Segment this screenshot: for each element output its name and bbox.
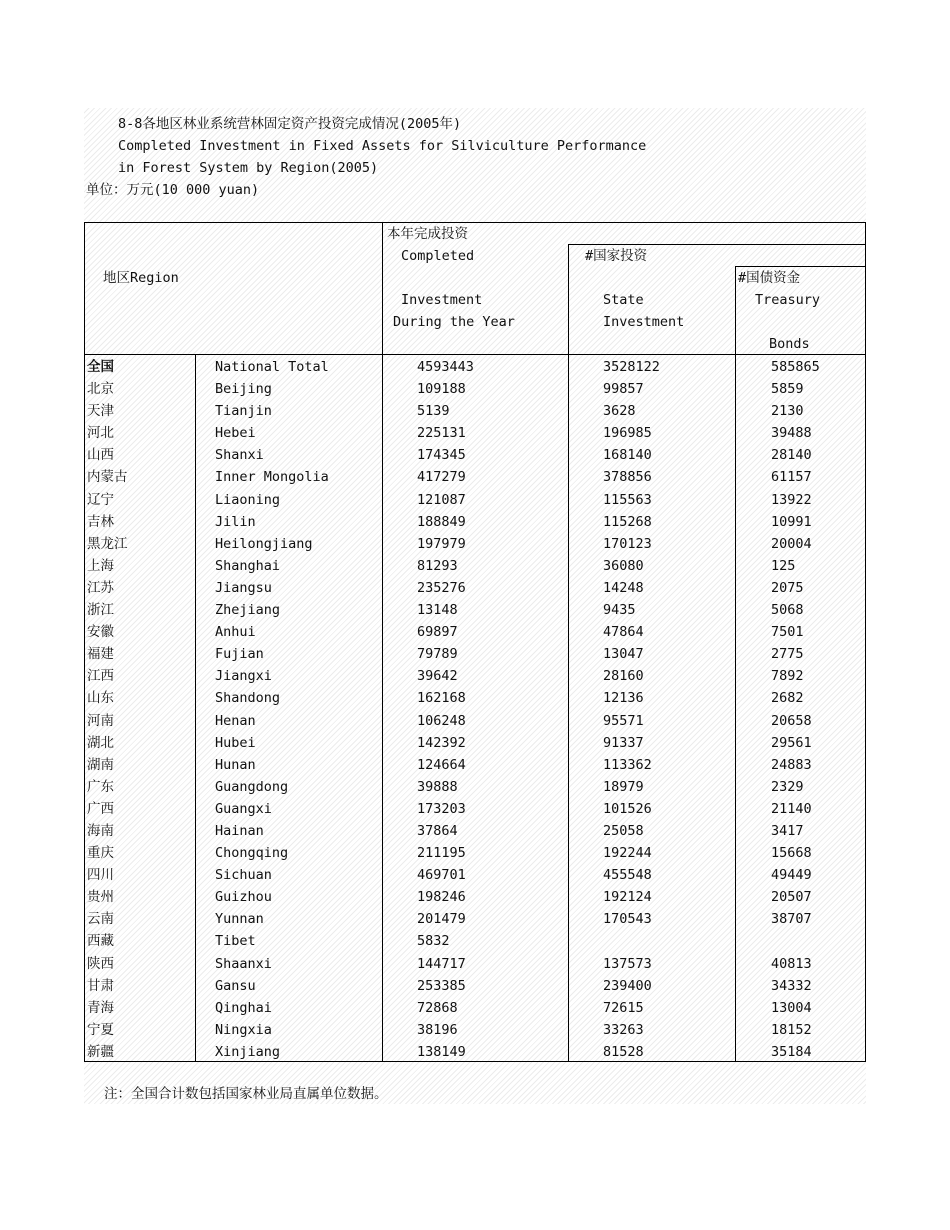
- region-en: Jilin: [215, 513, 256, 530]
- region-en: Jiangxi: [215, 668, 272, 685]
- completed-value: 188849: [417, 513, 466, 530]
- table-row: [85, 489, 865, 511]
- region-cn: 湖南: [87, 756, 114, 773]
- region-cn: 宁夏: [87, 1021, 114, 1038]
- state-value: 91337: [603, 734, 644, 751]
- completed-value: 4593443: [417, 359, 474, 375]
- region-en: Ningxia: [215, 1021, 272, 1038]
- region-cn: 江西: [87, 668, 114, 685]
- bonds-value: 38707: [771, 911, 812, 928]
- title-line-en-1: Completed Investment in Fixed Assets for Silviculture Performance: [118, 138, 647, 154]
- state-value: 9435: [603, 602, 636, 619]
- table-row: [85, 466, 865, 488]
- header-state-en-2: Investment: [603, 314, 685, 330]
- region-en: Hubei: [215, 734, 256, 751]
- region-cn: 浙江: [87, 602, 114, 619]
- table-row: [85, 378, 865, 400]
- bonds-value: 20004: [771, 535, 812, 552]
- bonds-value: 24883: [771, 756, 812, 773]
- region-en: Hebei: [215, 425, 256, 442]
- region-en: Fujian: [215, 646, 264, 663]
- header-region: 地区Region: [103, 270, 179, 286]
- bonds-value: 15668: [771, 845, 812, 862]
- bonds-value: 585865: [771, 359, 820, 375]
- completed-value: 72868: [417, 999, 458, 1016]
- table-row: [85, 930, 865, 952]
- bonds-value: 7501: [771, 624, 804, 641]
- completed-value: 124664: [417, 756, 466, 773]
- bonds-value: 20658: [771, 712, 812, 729]
- region-cn: 新疆: [87, 1043, 114, 1060]
- completed-value: 253385: [417, 977, 466, 994]
- completed-value: 38196: [417, 1021, 458, 1038]
- state-value: 455548: [603, 867, 652, 884]
- table-row: [85, 621, 865, 643]
- state-value: 137573: [603, 955, 652, 972]
- region-cn: 天津: [87, 403, 114, 420]
- table-row: [85, 776, 865, 798]
- table-row: [85, 864, 865, 886]
- region-en: Tibet: [215, 933, 256, 950]
- region-cn: 山东: [87, 690, 114, 707]
- region-en: Jiangsu: [215, 579, 272, 596]
- completed-value: 225131: [417, 425, 466, 442]
- state-value: 47864: [603, 624, 644, 641]
- state-value: 170123: [603, 535, 652, 552]
- header-state-en-1: State: [603, 292, 644, 308]
- table-title: [118, 113, 646, 179]
- completed-value: 106248: [417, 712, 466, 729]
- completed-value: 138149: [417, 1043, 466, 1060]
- bonds-value: 2075: [771, 579, 804, 596]
- table-row: [85, 665, 865, 687]
- table-row: [85, 555, 865, 577]
- completed-value: 197979: [417, 535, 466, 552]
- table-row: [85, 710, 865, 732]
- bonds-value: 5068: [771, 602, 804, 619]
- state-value: 192124: [603, 889, 652, 906]
- region-en: Guangdong: [215, 778, 289, 795]
- bonds-value: 125: [771, 557, 796, 574]
- state-value: 192244: [603, 845, 652, 862]
- region-en: Sichuan: [215, 867, 272, 884]
- bonds-value: 10991: [771, 513, 812, 530]
- region-en: Qinghai: [215, 999, 272, 1016]
- table-row: [85, 997, 865, 1019]
- region-cn: 全国: [87, 359, 114, 375]
- region-en: Shandong: [215, 690, 281, 707]
- region-cn: 云南: [87, 911, 114, 928]
- completed-value: 39888: [417, 778, 458, 795]
- table-row: [85, 533, 865, 555]
- bonds-value: 2329: [771, 778, 804, 795]
- table-row: [85, 643, 865, 665]
- region-cn: 青海: [87, 999, 114, 1016]
- state-value: 168140: [603, 447, 652, 464]
- region-cn: 甘肃: [87, 977, 114, 994]
- region-cn: 吉林: [87, 513, 114, 530]
- bonds-value: 35184: [771, 1043, 812, 1060]
- region-cn: 广东: [87, 778, 114, 795]
- investment-table: [84, 222, 866, 1062]
- table-row: [85, 511, 865, 533]
- region-cn: 广西: [87, 800, 114, 817]
- state-value: 239400: [603, 977, 652, 994]
- region-en: Yunnan: [215, 911, 264, 928]
- title-line-en-2: in Forest System by Region(2005): [118, 160, 379, 176]
- completed-value: 201479: [417, 911, 466, 928]
- region-en: Beijing: [215, 381, 272, 398]
- region-en: Liaoning: [215, 491, 281, 508]
- completed-value: 5139: [417, 403, 450, 420]
- bonds-value: 2130: [771, 403, 804, 420]
- header-bonds-en-1: Treasury: [755, 292, 821, 308]
- state-value: 378856: [603, 469, 652, 486]
- state-value: 3628: [603, 403, 636, 420]
- unit-label: 单位：万元(10 000 yuan): [86, 182, 260, 198]
- region-cn: 河北: [87, 425, 114, 442]
- completed-value: 13148: [417, 602, 458, 619]
- table-row: [85, 908, 865, 930]
- region-cn: 陕西: [87, 955, 114, 972]
- table-row: [85, 754, 865, 776]
- state-value: 12136: [603, 690, 644, 707]
- table-row: [85, 842, 865, 864]
- region-cn: 黑龙江: [87, 535, 128, 552]
- region-cn: 安徽: [87, 624, 114, 641]
- region-cn: 重庆: [87, 845, 114, 862]
- completed-value: 37864: [417, 822, 458, 839]
- table-row: [85, 687, 865, 709]
- header-bonds-en-2: Bonds: [769, 336, 810, 352]
- table-row: [85, 820, 865, 842]
- completed-value: 144717: [417, 955, 466, 972]
- region-en: Guizhou: [215, 889, 272, 906]
- table-row: [85, 975, 865, 997]
- header-completed-en-1: Completed: [401, 248, 475, 264]
- bonds-value: 2775: [771, 646, 804, 663]
- bonds-value: 21140: [771, 800, 812, 817]
- table-row: [85, 1019, 865, 1041]
- region-cn: 西藏: [87, 933, 114, 950]
- region-en: Heilongjiang: [215, 535, 313, 552]
- bonds-value: 13004: [771, 999, 812, 1016]
- header-completed-en-3: During the Year: [393, 314, 515, 330]
- completed-value: 174345: [417, 447, 466, 464]
- region-cn: 河南: [87, 712, 114, 729]
- region-en: Gansu: [215, 977, 256, 994]
- completed-value: 173203: [417, 800, 466, 817]
- region-cn: 上海: [87, 557, 114, 574]
- table-row: [85, 577, 865, 599]
- region-cn: 湖北: [87, 734, 114, 751]
- state-value: 18979: [603, 778, 644, 795]
- state-value: 33263: [603, 1021, 644, 1038]
- table-row: [85, 356, 865, 378]
- completed-value: 5832: [417, 933, 450, 950]
- region-en: Shanghai: [215, 557, 281, 574]
- state-value: 28160: [603, 668, 644, 685]
- completed-value: 39642: [417, 668, 458, 685]
- region-en: Henan: [215, 712, 256, 729]
- completed-value: 469701: [417, 867, 466, 884]
- state-value: 95571: [603, 712, 644, 729]
- state-value: 14248: [603, 579, 644, 596]
- region-en: Tianjin: [215, 403, 272, 420]
- bonds-value: 20507: [771, 889, 812, 906]
- bonds-value: 2682: [771, 690, 804, 707]
- region-cn: 四川: [87, 867, 114, 884]
- state-value: 113362: [603, 756, 652, 773]
- region-en: Hainan: [215, 822, 264, 839]
- bonds-value: 3417: [771, 822, 804, 839]
- state-value: 196985: [603, 425, 652, 442]
- region-cn: 辽宁: [87, 491, 114, 508]
- region-en: Guangxi: [215, 800, 272, 817]
- header-completed-cn: 本年完成投资: [387, 226, 468, 242]
- completed-value: 417279: [417, 469, 466, 486]
- state-value: 170543: [603, 911, 652, 928]
- bonds-value: 7892: [771, 668, 804, 685]
- region-cn: 福建: [87, 646, 114, 663]
- region-cn: 江苏: [87, 579, 114, 596]
- region-cn: 海南: [87, 822, 114, 839]
- region-en: Shanxi: [215, 447, 264, 464]
- table-row: [85, 1041, 865, 1063]
- bonds-value: 29561: [771, 734, 812, 751]
- bonds-value: 18152: [771, 1021, 812, 1038]
- state-value: 99857: [603, 381, 644, 398]
- table-row: [85, 444, 865, 466]
- bonds-value: 5859: [771, 381, 804, 398]
- header-completed-en-2: Investment: [401, 292, 483, 308]
- region-en: Chongqing: [215, 845, 289, 862]
- table-row: [85, 886, 865, 908]
- bonds-value: 13922: [771, 491, 812, 508]
- state-value: 115268: [603, 513, 652, 530]
- state-value: 115563: [603, 491, 652, 508]
- bonds-value: 49449: [771, 867, 812, 884]
- title-line-cn: 8-8各地区林业系统营林固定资产投资完成情况(2005年): [118, 116, 462, 132]
- region-cn: 山西: [87, 447, 114, 464]
- footnote: 注：全国合计数包括国家林业局直属单位数据。: [104, 1086, 388, 1102]
- state-value: 36080: [603, 557, 644, 574]
- region-cn: 内蒙古: [87, 469, 128, 486]
- completed-value: 81293: [417, 557, 458, 574]
- table-row: [85, 422, 865, 444]
- bonds-value: 39488: [771, 425, 812, 442]
- completed-value: 79789: [417, 646, 458, 663]
- table-row: [85, 732, 865, 754]
- region-en: Xinjiang: [215, 1043, 281, 1060]
- bonds-value: 61157: [771, 469, 812, 486]
- bonds-value: 34332: [771, 977, 812, 994]
- table-body: [85, 356, 865, 1063]
- region-cn: 北京: [87, 381, 114, 398]
- region-en: Inner Mongolia: [215, 469, 329, 486]
- bonds-value: 40813: [771, 955, 812, 972]
- state-value: 81528: [603, 1043, 644, 1060]
- completed-value: 69897: [417, 624, 458, 641]
- completed-value: 211195: [417, 845, 466, 862]
- region-en: National Total: [215, 359, 329, 375]
- table-row: [85, 599, 865, 621]
- state-value: 25058: [603, 822, 644, 839]
- region-en: Hunan: [215, 756, 256, 773]
- table-row: [85, 798, 865, 820]
- completed-value: 235276: [417, 579, 466, 596]
- completed-value: 162168: [417, 690, 466, 707]
- state-value: 72615: [603, 999, 644, 1016]
- state-value: 3528122: [603, 359, 660, 375]
- header-state-cn: #国家投资: [585, 248, 648, 264]
- region-en: Anhui: [215, 624, 256, 641]
- region-en: Shaanxi: [215, 955, 272, 972]
- header-bottom-line: [85, 354, 865, 355]
- bonds-value: 28140: [771, 447, 812, 464]
- completed-value: 142392: [417, 734, 466, 751]
- completed-value: 121087: [417, 491, 466, 508]
- completed-value: 198246: [417, 889, 466, 906]
- header-bonds-cn: #国债资金: [738, 270, 801, 286]
- state-value: 13047: [603, 646, 644, 663]
- region-cn: 贵州: [87, 889, 114, 906]
- region-en: Zhejiang: [215, 602, 281, 619]
- state-value: 101526: [603, 800, 652, 817]
- table-row: [85, 400, 865, 422]
- completed-value: 109188: [417, 381, 466, 398]
- table-row: [85, 953, 865, 975]
